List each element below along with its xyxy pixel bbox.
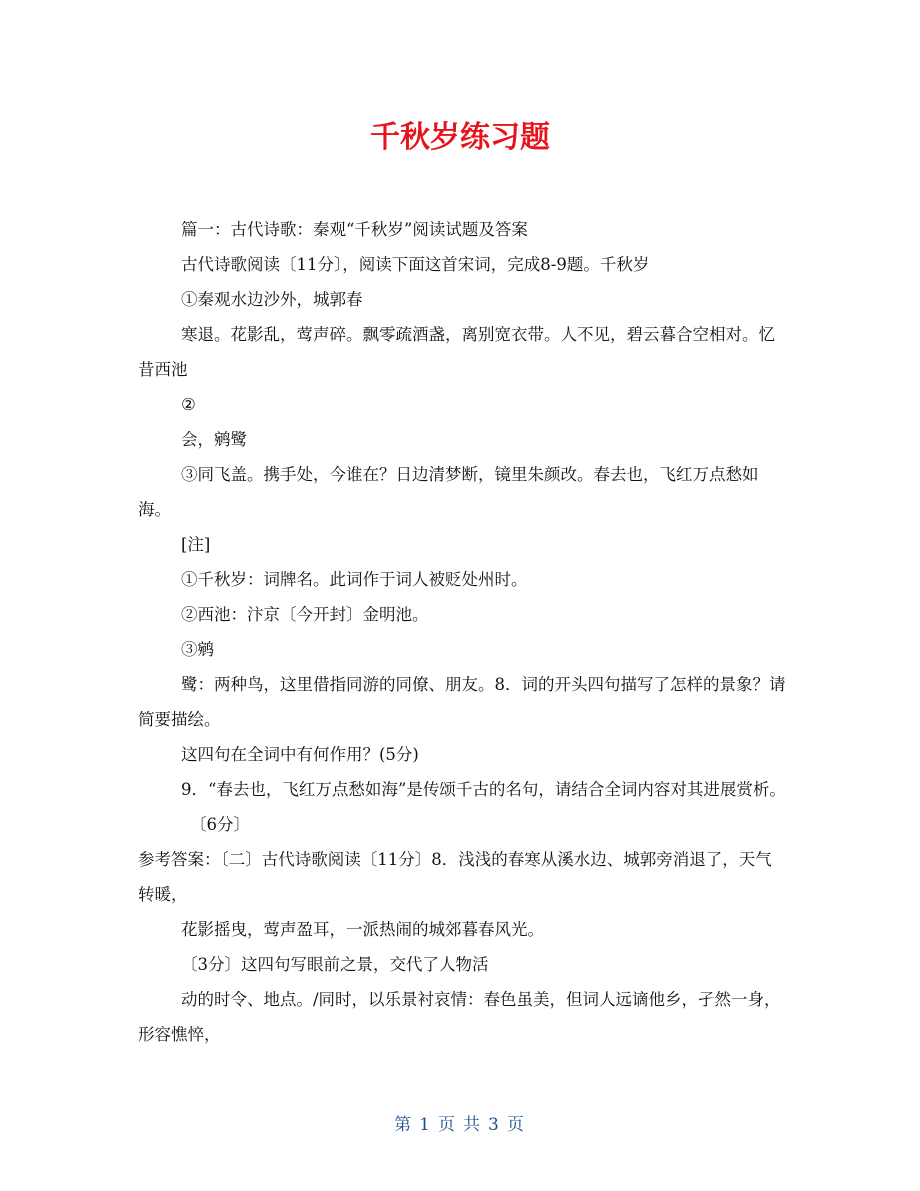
- paragraph-16: 参考答案：〔二〕古代诗歌阅读〔11分〕8．浅浅的春寒从溪水边、城郭旁消退了，天气转暖，: [138, 850, 772, 904]
- paragraph-6: 会，鹓鹭: [181, 430, 247, 449]
- paragraph-12: 鹭：两种鸟，这里借指同游的同僚、朋友。8．词的开头四句描写了怎样的景象？请简要描绘。: [138, 675, 786, 729]
- footer-page-word: 页: [438, 1115, 457, 1135]
- paragraph-1: 篇一：古代诗歌：秦观“千秋岁”阅读试题及答案: [181, 220, 528, 239]
- paragraph-17: 花影摇曳，莺声盈耳，一派热闹的城郊暮春风光。: [181, 920, 544, 939]
- paragraph-10: ②西池：汴京〔今开封〕金明池。: [181, 605, 429, 624]
- paragraph-11: ③鹓: [181, 640, 214, 659]
- footer-page-number: 1: [419, 1115, 432, 1135]
- document-body: [138, 212, 788, 1052]
- paragraph-4: 寒退。花影乱，莺声碎。飘零疏酒盏，离别宽衣带。人不见，碧云暮合空相对。忆昔西池: [138, 325, 775, 379]
- paragraph-2: 古代诗歌阅读〔11分〕，阅读下面这首宋词，完成8-9题。千秋岁: [181, 255, 650, 274]
- paragraph-5: ②: [181, 395, 196, 414]
- footer-total-pages: 3: [488, 1115, 501, 1135]
- paragraph-14: 9．“春去也，飞红万点愁如海”是传颂千古的名句，请结合全词内容对其进展赏析。: [181, 780, 786, 799]
- paragraph-7: ③同飞盖。携手处，今谁在？日边清梦断，镜里朱颜改。春去也，飞红万点愁如海。: [138, 465, 759, 519]
- footer-total-word: 共: [463, 1115, 482, 1135]
- paragraph-13: 这四句在全词中有何作用？(5分): [181, 745, 419, 764]
- paragraph-3: ①秦观水边沙外，城郭春: [181, 290, 363, 309]
- footer-prefix: 第: [394, 1115, 414, 1135]
- paragraph-18: 〔3分〕这四句写眼前之景，交代了人物活: [181, 955, 489, 974]
- document-title: 千秋岁练习题: [370, 120, 550, 155]
- paragraph-15: 〔6分〕: [190, 815, 250, 834]
- paragraph-19: 动的时令、地点。/同时，以乐景衬哀情：春色虽美，但词人远谪他乡，孑然一身，形容憔悴，: [138, 990, 781, 1044]
- paragraph-9: ①千秋岁：词牌名。此词作于词人被贬处州时。: [181, 570, 528, 589]
- page-footer: [0, 1110, 920, 1140]
- footer-suffix: 页: [506, 1115, 526, 1135]
- paragraph-8: [注]: [181, 535, 211, 554]
